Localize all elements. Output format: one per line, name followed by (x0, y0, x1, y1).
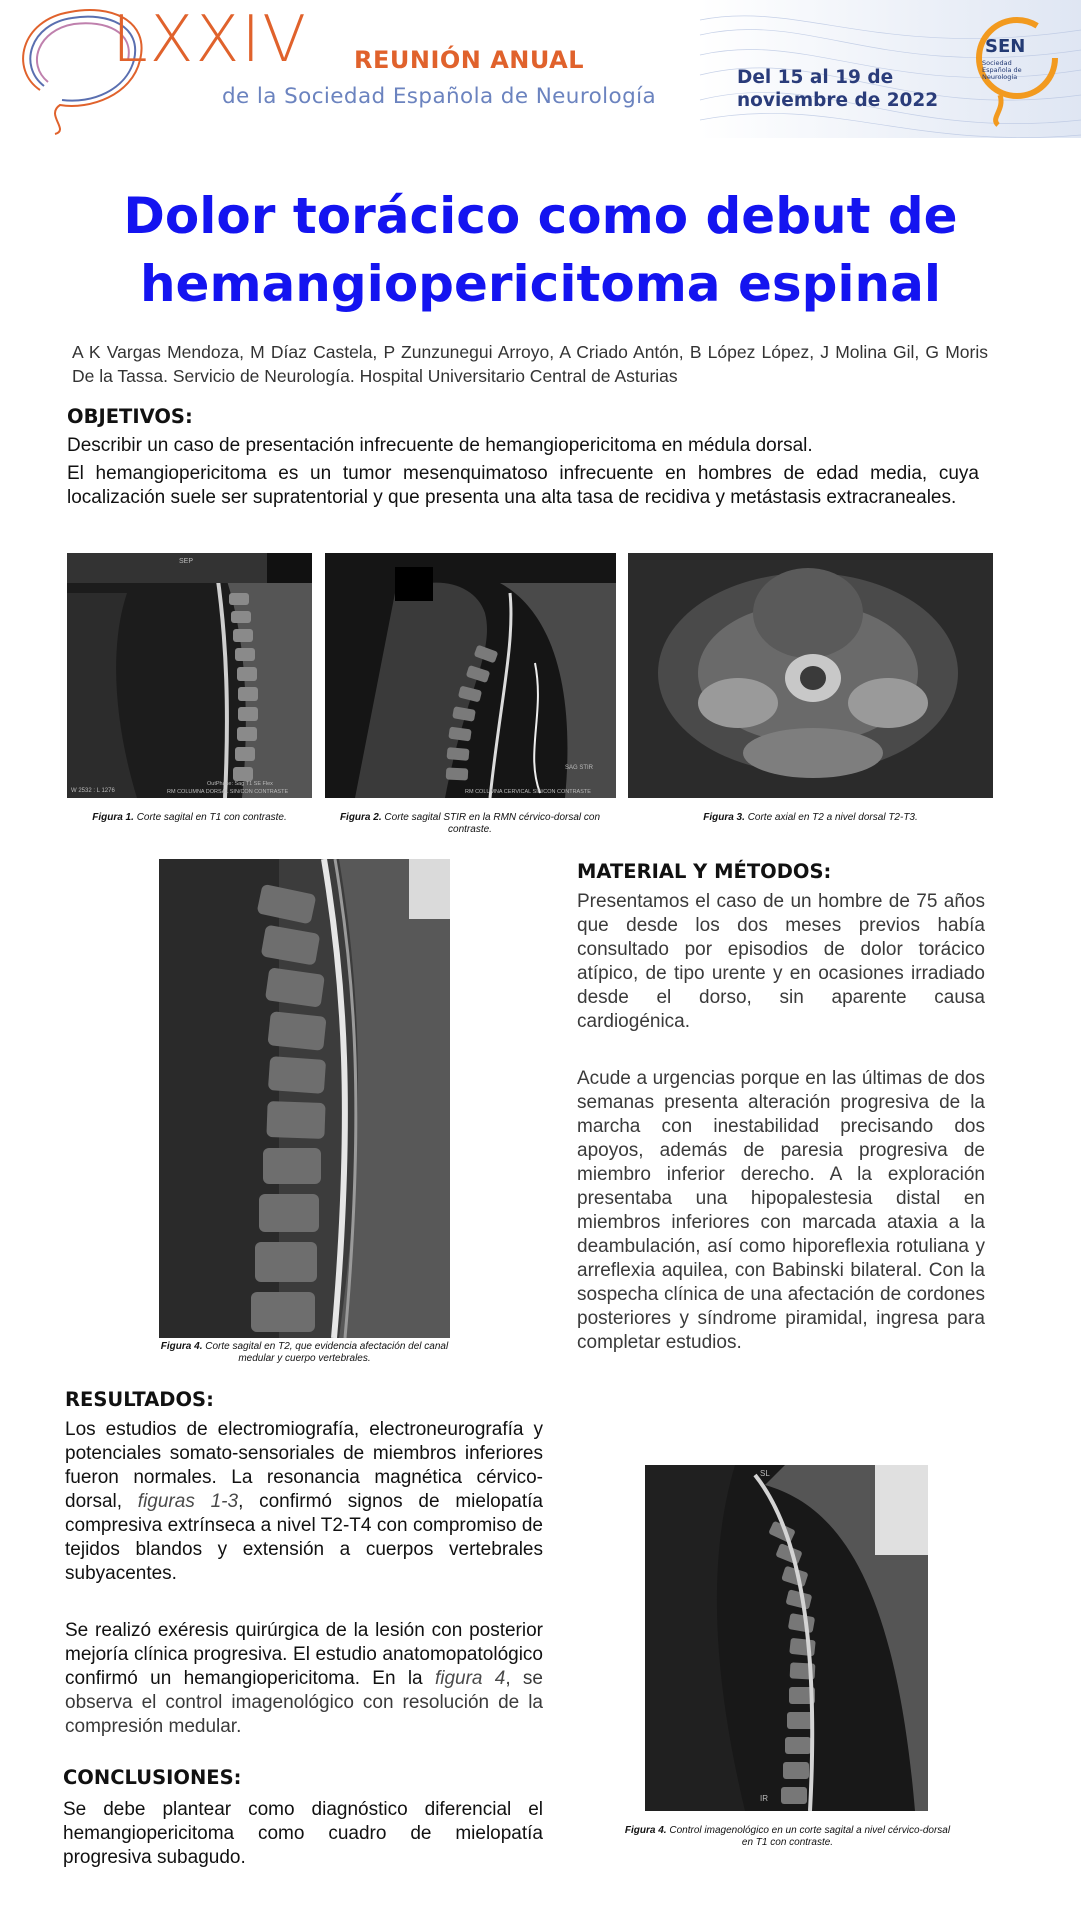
resultados-p1-figure-ref: figuras 1-3 (137, 1491, 239, 1512)
resultados-text (65, 1418, 543, 1739)
logo-subtitle: Sociedad Española de Neurología (982, 59, 1022, 81)
header-banner (0, 0, 1081, 138)
fig1-overlay-top: SEP (179, 558, 194, 565)
fig1-overlay-window: W 2532 : L 1276 (71, 788, 115, 794)
figure-4-image (159, 859, 450, 1338)
figure-5-image (645, 1465, 928, 1811)
resultados-p2-text-b: , se observa el control imagenológico con resolución de la compresión medular. (65, 1668, 543, 1737)
figure-1-text: Corte sagital en T1 con contraste. (136, 812, 287, 823)
figure-4-text: Corte sagital en T2, que evidencia afectación del canal medular y cuerpo vertebrales. (205, 1341, 449, 1364)
figure-4-label: Figura 4. (160, 1341, 203, 1352)
meeting-dates (737, 66, 938, 112)
conclusiones-text (63, 1798, 543, 1870)
figure-5-text: Control imagenológico en un corte sagital a nivel cérvico-dorsal en T1 con contraste. (669, 1825, 951, 1848)
logo-word: SEN (985, 36, 1026, 57)
fig1-overlay-study: RM COLUMNA DORSAL SIN/CON CONTRASTE (167, 789, 289, 795)
figure-2-text: Corte sagital STIR en la RMN cérvico-dorsal con contraste. (384, 812, 601, 835)
figure-3-caption (628, 812, 993, 824)
material-paragraph-2: Acude a urgencias porque en las últimas de dos semanas presenta alteración progresiva de la marcha con inestabilidad precisando dos apoyos, además de paresia progresiva de miembro inferior derecho. A la exploración presentaba una hipopalestesia distal en miembros inferiores con marcada ataxia a la deambulación, así como hiporeflexia rotuliana y arreflexia aquilea, con Babinski bilateral. Con la sospecha clínica de una afectación de cordones posteriores y síndrome piramidal, ingresa para completar estudios. (577, 1068, 985, 1353)
figure-1-image (67, 553, 312, 798)
resultados-p2-figure-ref: figura 4 (434, 1668, 506, 1689)
fig5-overlay-bottom: IR (760, 1794, 768, 1803)
resultados-paragraph-2 (65, 1619, 543, 1739)
title-line-1: Dolor torácico como debut de (123, 187, 958, 245)
fig5-overlay-top: SL (760, 1469, 770, 1478)
objetivos-paragraph-1: Describir un caso de presentación infrecuente de hemangiopericitoma en médula dorsal. (67, 435, 813, 456)
figure-3-label: Figura 3. (703, 812, 745, 823)
resultados-heading: RESULTADOS: (65, 1388, 214, 1411)
figure-2-caption (330, 812, 610, 836)
society-name: de la Sociedad Española de Neurología (222, 84, 657, 109)
figure-5-caption (620, 1825, 955, 1849)
dates-line-1: Del 15 al 19 de (737, 67, 894, 88)
figure-2-label: Figura 2. (339, 812, 382, 823)
poster-title (0, 182, 1081, 318)
authors: A K Vargas Mendoza, M Díaz Castela, P Zunzunegui Arroyo, A Criado Antón, B López López, J Molina Gil, G Moris De la Tassa. Servicio de Neurología. Hospital Universitario Central de Asturias (72, 342, 988, 386)
objetivos-heading: OBJETIVOS: (67, 405, 193, 428)
material-text (577, 890, 985, 1355)
figure-1-caption (67, 812, 312, 824)
material-paragraph-1: Presentamos el caso de un hombre de 75 años que desde los dos meses previos había consultado por episodios de dolor torácico atípico, de tipo urente y en ocasiones irradiado desde el dorso, sin aparente causa cardiogénica. (577, 891, 985, 1032)
dates-line-2: noviembre de 2022 (737, 90, 939, 111)
resultados-p1-text-a: Los estudios de electromiografía, electroneurografía y potenciales somato-sensoriales de miembros inferiores fueron normales. La resonancia magnética cérvico-dorsal, (65, 1419, 543, 1512)
resultados-paragraph-1 (65, 1418, 543, 1586)
resultados-p1-text-b: , confirmó signos de mielopatía compresiva extrínseca a nivel T2-T4 con compromiso de tejidos blandos y extensión a cuerpos vertebrales subyacentes. (65, 1491, 543, 1584)
figure-1-label: Figura 1. (92, 812, 134, 823)
fig1-overlay-sequence: OutPhase: Sag T1 SE Flex (207, 781, 273, 787)
conclusiones-heading: CONCLUSIONES: (63, 1766, 242, 1789)
figure-3-text: Corte axial en T2 a nivel dorsal T2-T3. (747, 812, 918, 823)
objetivos-paragraph-2: El hemangiopericitoma es un tumor mesenquimatoso infrecuente en hombres de edad media, cuya localización suele ser supratentorial y que presenta una alta tasa de recidiva y metástasis extracraneales. (67, 463, 979, 508)
meeting-name: REUNIÓN ANUAL (354, 46, 584, 74)
title-line-2: hemangiopericitoma espinal (139, 255, 942, 313)
conclusiones-paragraph-1: Se debe plantear como diagnóstico diferencial el hemangiopericitoma como cuadro de mielopatía progresiva subagudo. (63, 1799, 543, 1868)
resultados-p2-text-a: Se realizó exéresis quirúrgica de la lesión con posterior mejoría clínica progresiva. El estudio anatomopatológico confirmó un hemangiopericitoma. En la (65, 1620, 543, 1689)
objetivos-text (67, 434, 979, 510)
edition-number: LXXIV (112, 3, 308, 77)
fig2-overlay-sequence: SAG STIR (565, 765, 594, 771)
material-heading: MATERIAL Y MÉTODOS: (577, 860, 832, 883)
figure-2-image (325, 553, 616, 798)
figure-3-image (628, 553, 993, 798)
fig2-overlay-study: RM COLUMNA CERVICAL SIN/CON CONTRASTE (465, 789, 591, 795)
figure-5-label: Figura 4. (624, 1825, 667, 1836)
figure-4-caption (159, 1341, 450, 1365)
